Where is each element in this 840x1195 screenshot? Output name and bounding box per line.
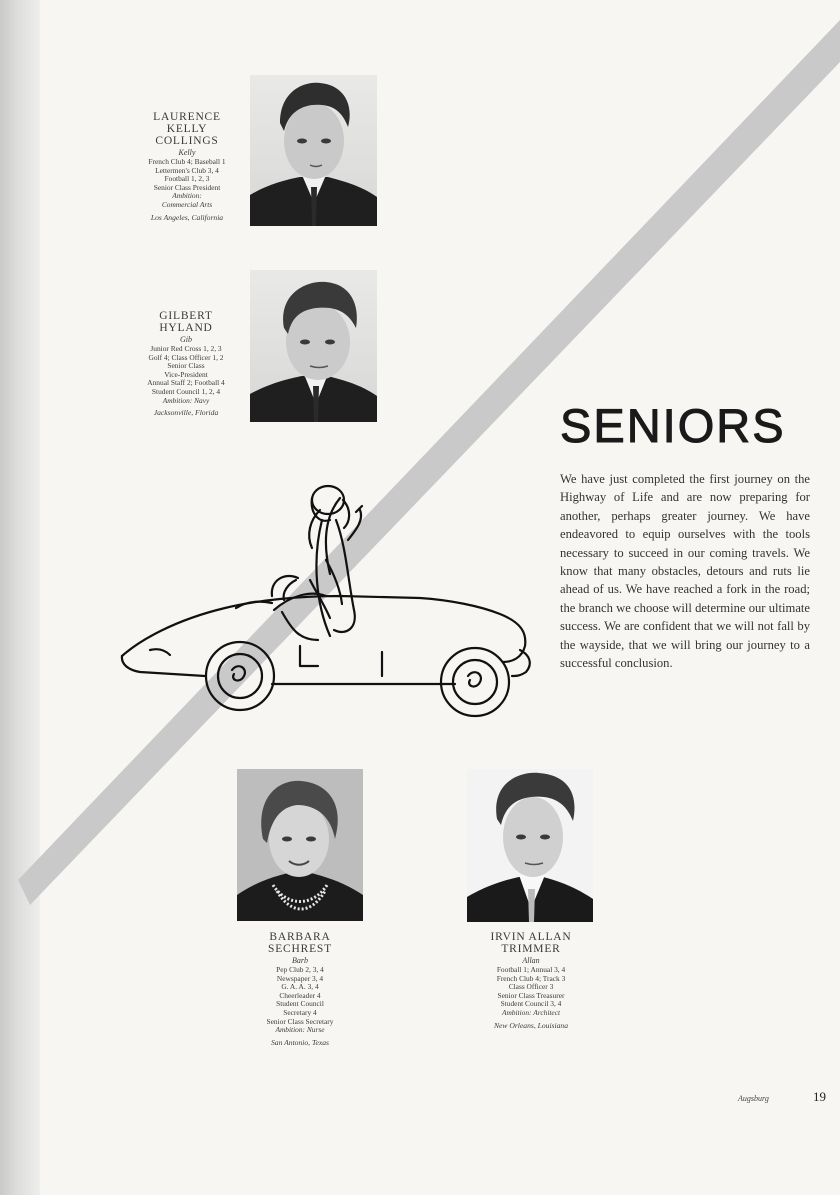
- senior-activity: Newspaper 3, 4: [276, 973, 324, 983]
- senior-activity: Football 1; Annual 3, 4: [496, 965, 566, 974]
- senior-activity: Annual Staff 2; Football 4: [147, 378, 225, 388]
- senior-ambition: Commercial Arts: [161, 199, 213, 209]
- senior-name: KELLY: [166, 123, 208, 135]
- senior-caption-trimmer: [465, 931, 597, 1031]
- senior-name: HYLAND: [159, 322, 213, 334]
- senior-caption-sechrest: [235, 931, 365, 1048]
- senior-photo-trimmer: [467, 769, 593, 922]
- senior-name: LAURENCE: [153, 111, 221, 123]
- senior-photo-collings: [250, 75, 377, 226]
- senior-activity: Senior Class Treasurer: [497, 990, 565, 1000]
- senior-activity: French Club 4; Track 3: [496, 973, 566, 983]
- senior-activity: Student Council 3, 4: [500, 999, 562, 1009]
- senior-ambition: Ambition:: [172, 191, 202, 201]
- senior-activity: Student Council: [276, 999, 324, 1009]
- senior-hometown: New Orleans, Louisiana: [493, 1020, 569, 1030]
- senior-photo-hyland: [250, 270, 377, 422]
- senior-activity: Senior Class Secretary: [266, 1016, 334, 1026]
- senior-activity: Junior Red Cross 1, 2, 3: [150, 344, 222, 353]
- senior-name: GILBERT: [159, 310, 213, 322]
- senior-hometown: San Antonio, Texas: [270, 1037, 329, 1047]
- senior-name: BARBARA: [269, 931, 331, 943]
- senior-nickname: Allan: [522, 956, 540, 965]
- senior-activity: Vice-President: [164, 369, 208, 379]
- page-title: SENIORS: [560, 399, 786, 452]
- senior-activity: G. A. A. 3, 4: [281, 982, 319, 992]
- senior-name: IRVIN ALLAN: [490, 931, 572, 943]
- senior-activity: Lettermen's Club 3, 4: [155, 165, 219, 175]
- senior-name: SECHREST: [268, 943, 332, 955]
- senior-ambition: Ambition: Navy: [162, 395, 210, 405]
- senior-activity: Senior Class President: [153, 182, 221, 192]
- car-drawing: [122, 486, 530, 716]
- senior-nickname: Kelly: [178, 148, 196, 157]
- senior-ambition: Ambition: Nurse: [275, 1025, 325, 1035]
- senior-name: TRIMMER: [501, 943, 561, 955]
- senior-nickname: Barb: [292, 956, 308, 965]
- senior-name: COLLINGS: [155, 135, 219, 147]
- senior-activity: Golf 4; Class Officer 1, 2: [148, 352, 224, 362]
- senior-photo-sechrest: [237, 769, 363, 921]
- senior-activity: Senior Class: [167, 361, 205, 371]
- page-number: 19: [813, 1089, 826, 1104]
- senior-activity: Student Council 1, 2, 4: [151, 386, 221, 396]
- senior-activity: Cheerleader 4: [279, 990, 321, 1000]
- senior-ambition: Ambition: Architect: [501, 1007, 561, 1017]
- senior-activity: Football 1, 2, 3: [164, 174, 210, 184]
- senior-activity: Secretary 4: [283, 1007, 317, 1017]
- senior-hometown: Jacksonville, Florida: [153, 408, 219, 418]
- senior-hometown: Los Angeles, California: [150, 212, 224, 222]
- senior-nickname: Gib: [180, 335, 192, 344]
- senior-activity: Pep Club 2, 3, 4: [276, 965, 324, 974]
- senior-caption-hyland: [122, 310, 250, 418]
- senior-activity: Class Officer 3: [508, 982, 554, 992]
- senior-activity: French Club 4; Baseball 1: [148, 157, 226, 166]
- senior-caption-collings: [125, 111, 249, 223]
- intro-paragraph: We have just completed the first journey on the Highway of Life and are now preparing for another, perhaps greater journey. We have endeavored to equip ourselves with the tools necessary to succeed in our coming travels. We know that many obstacles, detours and ruts lie ahead of us. We have reached a fork in the road; the branch we choose will determine our ultimate success. We are confident that we will not fall by the wayside, that we will bring our journey to a successful conclusion.: [560, 472, 810, 671]
- footer-school-name: Augsburg: [738, 1094, 769, 1103]
